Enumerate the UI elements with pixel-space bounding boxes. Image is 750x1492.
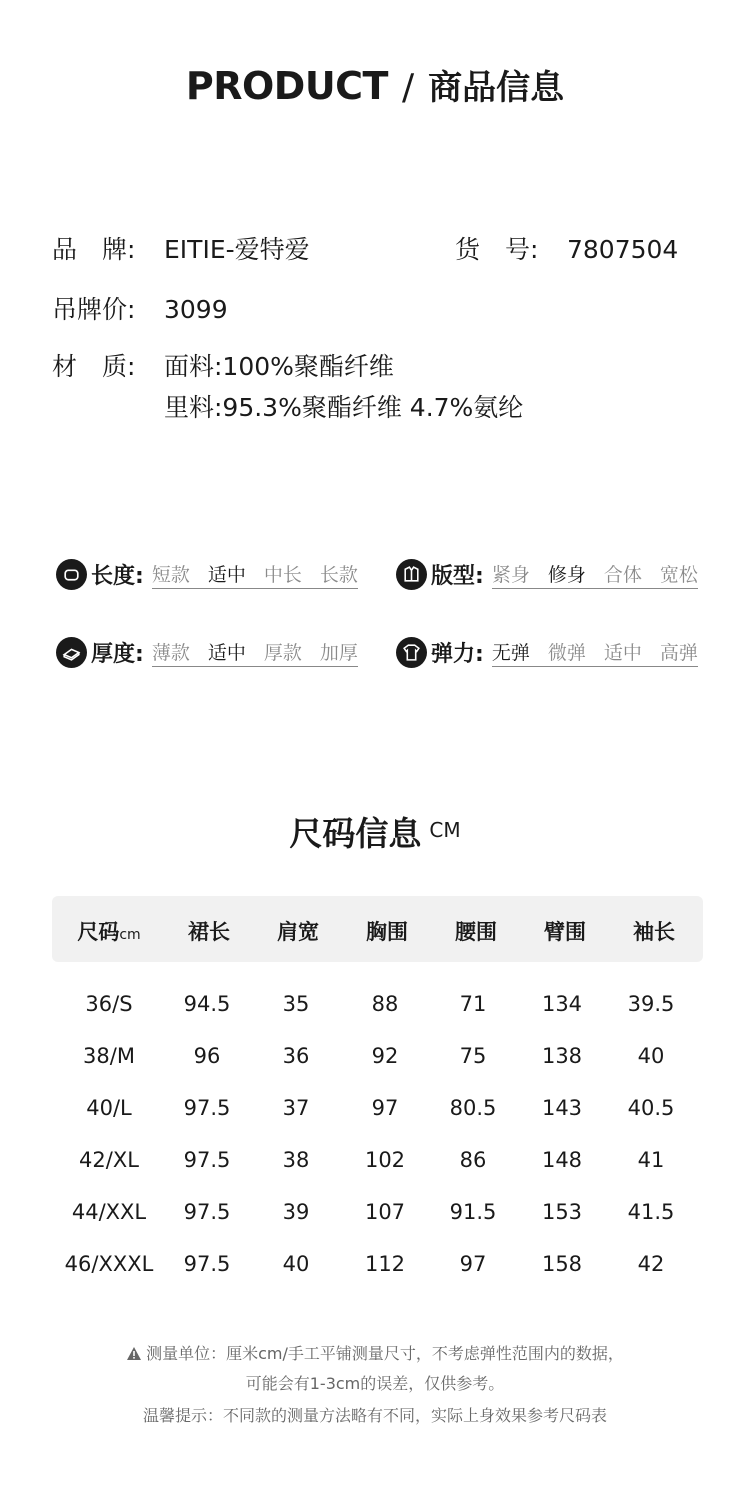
sku-value: 7807504 [567,235,679,264]
table-cell: 42/XL [79,1148,139,1172]
fit-option-tight: 紧身 [491,563,530,586]
table-cell: 91.5 [449,1200,497,1224]
note-line-1: 测量单位：厘米cm/手工平铺测量尺寸，不考虑弹性范围内的数据， [0,1340,750,1370]
elasticity-options [492,638,698,667]
table-cell: 36/S [85,992,133,1016]
elasticity-option-slight: 微弹 [547,641,586,664]
table-cell: 97.5 [183,1148,231,1172]
table-cell: 38 [282,1148,310,1172]
elasticity-label: 弹力: [431,641,484,667]
table-cell: 158 [541,1252,583,1276]
length-option-long: 长款 [319,563,358,586]
attribute-row-2 [56,634,716,670]
length-options [152,560,358,589]
table-cell: 71 [459,992,487,1016]
size-title-unit: CM [429,818,461,842]
length-option-short: 短款 [151,563,190,586]
table-cell: 143 [541,1096,583,1120]
size-table-header [52,896,703,962]
header-size: 尺码cm [77,920,141,944]
brand-row [52,230,310,266]
table-cell: 153 [541,1200,583,1224]
header-title-en: PRODUCT [185,64,388,108]
table-cell: 38/M [83,1044,135,1068]
fabric-icon [56,637,87,668]
table-cell: 37 [282,1096,310,1120]
price-row [52,290,228,326]
table-cell: 97.5 [183,1252,231,1276]
size-title-text: 尺码信息 [289,814,422,853]
price-label: 吊牌价: [52,295,136,324]
note-tip: 温馨提示：不同款的测量方法略有不同，实际上身效果参考尺码表 [142,1406,607,1425]
thickness-option-thick: 厚款 [263,641,302,664]
thickness-option-thin: 薄款 [151,641,190,664]
table-cell: 97.5 [183,1096,231,1120]
size-section-title [0,808,750,855]
table-cell: 80.5 [449,1096,497,1120]
elasticity-option-high: 高弹 [659,641,698,664]
table-cell: 96 [193,1044,221,1068]
fit-options [492,560,698,589]
header-dress-length: 裙长 [188,920,230,944]
header-chest: 胸围 [366,920,408,944]
header-sleeve: 袖长 [633,920,675,944]
header-shoulder: 肩宽 [277,920,319,944]
thickness-label: 厚度: [91,641,144,667]
fit-option-loose: 宽松 [659,563,698,586]
sku-label: 货 号: [455,235,539,264]
table-cell: 41.5 [627,1200,675,1224]
table-cell: 35 [282,992,310,1016]
table-cell: 97 [459,1252,487,1276]
table-cell: 36 [282,1044,310,1068]
table-cell: 112 [364,1252,406,1276]
fit-option-regular: 合体 [603,563,642,586]
header-waist: 腰围 [455,920,497,944]
material-label: 材 质: [52,352,136,381]
table-cell: 40 [282,1252,310,1276]
table-cell: 134 [541,992,583,1016]
header-title-cn: 商品信息 [428,68,565,108]
elasticity-option-medium: 适中 [603,641,642,664]
table-cell: 92 [371,1044,399,1068]
brand-value: EITIE-爱特爱 [164,235,310,264]
table-cell: 40.5 [627,1096,675,1120]
elasticity-attribute [396,634,698,670]
brand-label: 品 牌: [52,235,136,264]
page-header [0,60,750,109]
material-lining-row [164,388,523,424]
fit-label: 版型: [431,563,484,589]
table-cell: 94.5 [183,992,231,1016]
table-cell: 39 [282,1200,310,1224]
thickness-option-extra-thick: 加厚 [319,641,358,664]
thickness-attribute [56,634,358,670]
attribute-row-1 [56,556,716,592]
length-attribute [56,556,358,592]
shirt-icon [396,559,427,590]
table-cell: 40/L [86,1096,132,1120]
material-lining: 里料:95.3%聚酯纤维 4.7%氨纶 [164,393,524,422]
table-cell: 86 [459,1148,487,1172]
table-cell: 75 [459,1044,487,1068]
table-cell: 102 [364,1148,406,1172]
table-cell: 46/XXXL [64,1252,154,1276]
material-row [52,347,394,383]
table-cell: 107 [364,1200,406,1224]
table-cell: 138 [541,1044,583,1068]
fit-attribute [396,556,698,592]
length-label: 长度: [91,563,144,589]
table-cell: 88 [371,992,399,1016]
warning-icon [126,1342,142,1370]
price-value: 3099 [164,295,228,324]
note-line-2: 可能会有1-3cm的误差，仅供参考。 [245,1374,505,1393]
table-cell: 148 [541,1148,583,1172]
fit-option-slim: 修身 [547,563,586,586]
measurement-notes [0,1340,750,1430]
elasticity-option-none: 无弹 [491,641,530,664]
table-cell: 97 [371,1096,399,1120]
dress-icon [56,559,87,590]
length-option-midlong: 中长 [263,563,302,586]
table-cell: 42 [637,1252,665,1276]
thickness-options [152,638,358,667]
header-separator: / [401,67,415,108]
header-arm: 臂围 [544,920,586,944]
header-size-unit: cm [119,927,141,943]
table-cell: 41 [637,1148,665,1172]
table-cell: 44/XXL [71,1200,147,1224]
table-cell: 40 [637,1044,665,1068]
length-option-medium: 适中 [207,563,246,586]
table-cell: 97.5 [183,1200,231,1224]
tshirt-icon [396,637,427,668]
sku-row [455,230,678,266]
material-outer: 面料:100%聚酯纤维 [164,352,394,381]
thickness-option-medium: 适中 [207,641,246,664]
table-cell: 39.5 [627,992,675,1016]
